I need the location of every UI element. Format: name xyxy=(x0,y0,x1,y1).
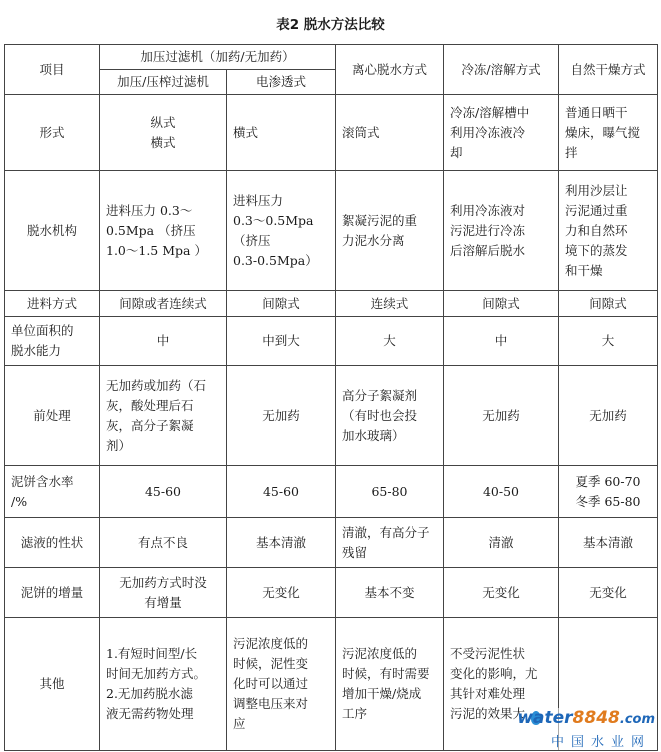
capacity-c4: 中 xyxy=(444,317,559,366)
filtrate-c4: 清澈 xyxy=(444,518,559,568)
pretreat-c4: 无加药 xyxy=(444,366,559,466)
watermark-subtitle: 中国水业网 xyxy=(550,735,651,750)
other-c3: 污泥浓度低的 时候，有时需要 增加干燥/烧成 工序 xyxy=(336,618,444,751)
filtrate-c5: 基本清澈 xyxy=(559,518,658,568)
form-c1: 纵式 横式 xyxy=(100,95,227,171)
form-c5: 普通日晒干 燥床，曝气搅 拌 xyxy=(559,95,658,171)
moisture-c1: 45-60 xyxy=(100,466,227,518)
capacity-c2: 中到大 xyxy=(227,317,336,366)
watermark-logo xyxy=(517,708,657,750)
moisture-c5: 夏季 60-70 冬季 65-80 xyxy=(559,466,658,518)
header-pressure-filter: 加压过滤机（加药/无加药） xyxy=(100,45,336,70)
increase-c1: 无加药方式时没 有增量 xyxy=(100,568,227,618)
moisture-c3: 65-80 xyxy=(336,466,444,518)
table-row xyxy=(5,317,658,366)
mechanism-c4: 利用冷冻液对 污泥进行冷冻 后溶解后脱水 xyxy=(444,171,559,291)
capacity-c3: 大 xyxy=(336,317,444,366)
row-label-pretreat: 前处理 xyxy=(5,366,100,466)
row-label-feed: 进料方式 xyxy=(5,291,100,317)
moisture-c2: 45-60 xyxy=(227,466,336,518)
pretreat-c5: 无加药 xyxy=(559,366,658,466)
row-label-increase: 泥饼的增量 xyxy=(5,568,100,618)
filtrate-c1: 有点不良 xyxy=(100,518,227,568)
table-row xyxy=(5,518,658,568)
increase-c5: 无变化 xyxy=(559,568,658,618)
table-row xyxy=(5,95,658,171)
other-c1: 1.有短时间型/长 时间无加药方式。 2.无加药脱水滤 液无需药物处理 xyxy=(100,618,227,751)
table-row xyxy=(5,568,658,618)
header-freeze: 冷冻/溶解方式 xyxy=(444,45,559,95)
increase-c2: 无变化 xyxy=(227,568,336,618)
header-sub-electro: 电渗透式 xyxy=(227,70,336,95)
row-label-mechanism: 脱水机构 xyxy=(5,171,100,291)
feed-c1: 间隙或者连续式 xyxy=(100,291,227,317)
mechanism-c5: 利用沙层让 污泥通过重 力和自然环 境下的蒸发 和干燥 xyxy=(559,171,658,291)
capacity-c1: 中 xyxy=(100,317,227,366)
table-row xyxy=(5,466,658,518)
increase-c3: 基本不变 xyxy=(336,568,444,618)
pretreat-c3: 高分子絮凝剂 （有时也会投 加水玻璃） xyxy=(336,366,444,466)
row-label-form: 形式 xyxy=(5,95,100,171)
watermark-brand: water8848.com xyxy=(517,708,655,728)
mechanism-c2: 进料压力 0.3～0.5Mpa （挤压 0.3-0.5Mpa） xyxy=(227,171,336,291)
header-centrifuge: 离心脱水方式 xyxy=(336,45,444,95)
filtrate-c2: 基本清澈 xyxy=(227,518,336,568)
comparison-table xyxy=(4,44,658,751)
header-item: 项目 xyxy=(5,45,100,95)
form-c4: 冷冻/溶解槽中 利用冷冻液冷 却 xyxy=(444,95,559,171)
feed-c4: 间隙式 xyxy=(444,291,559,317)
other-c4: 不受污泥性状 变化的影响，尤 其针对难处理 污泥的效果大 xyxy=(444,618,559,751)
table-row xyxy=(5,171,658,291)
increase-c4: 无变化 xyxy=(444,568,559,618)
table-row xyxy=(5,366,658,466)
row-label-other: 其他 xyxy=(5,618,100,751)
feed-c5: 间隙式 xyxy=(559,291,658,317)
row-label-capacity: 单位面积的 脱水能力 xyxy=(5,317,100,366)
header-sub-pressure: 加压/压榨过滤机 xyxy=(100,70,227,95)
pretreat-c1: 无加药或加药（石 灰，酸处理后石 灰，高分子絮凝 剂） xyxy=(100,366,227,466)
form-c3: 滚筒式 xyxy=(336,95,444,171)
other-c2: 污泥浓度低的 时候，泥性变 化时可以通过 调整电压来对 应 xyxy=(227,618,336,751)
header-natural: 自然干燥方式 xyxy=(559,45,658,95)
capacity-c5: 大 xyxy=(559,317,658,366)
pretreat-c2: 无加药 xyxy=(227,366,336,466)
row-label-moisture: 泥饼含水率 /% xyxy=(5,466,100,518)
table-row xyxy=(5,45,658,70)
moisture-c4: 40-50 xyxy=(444,466,559,518)
row-label-filtrate: 滤液的性状 xyxy=(5,518,100,568)
form-c2: 横式 xyxy=(227,95,336,171)
table-caption: 表2 脱水方法比较 xyxy=(276,17,385,33)
filtrate-c3: 清澈，有高分子 残留 xyxy=(336,518,444,568)
feed-c3: 连续式 xyxy=(336,291,444,317)
feed-c2: 间隙式 xyxy=(227,291,336,317)
mechanism-c1: 进料压力 0.3～ 0.5Mpa （挤压 1.0～1.5 Mpa ） xyxy=(100,171,227,291)
table-row xyxy=(5,291,658,317)
mechanism-c3: 絮凝污泥的重 力泥水分离 xyxy=(336,171,444,291)
